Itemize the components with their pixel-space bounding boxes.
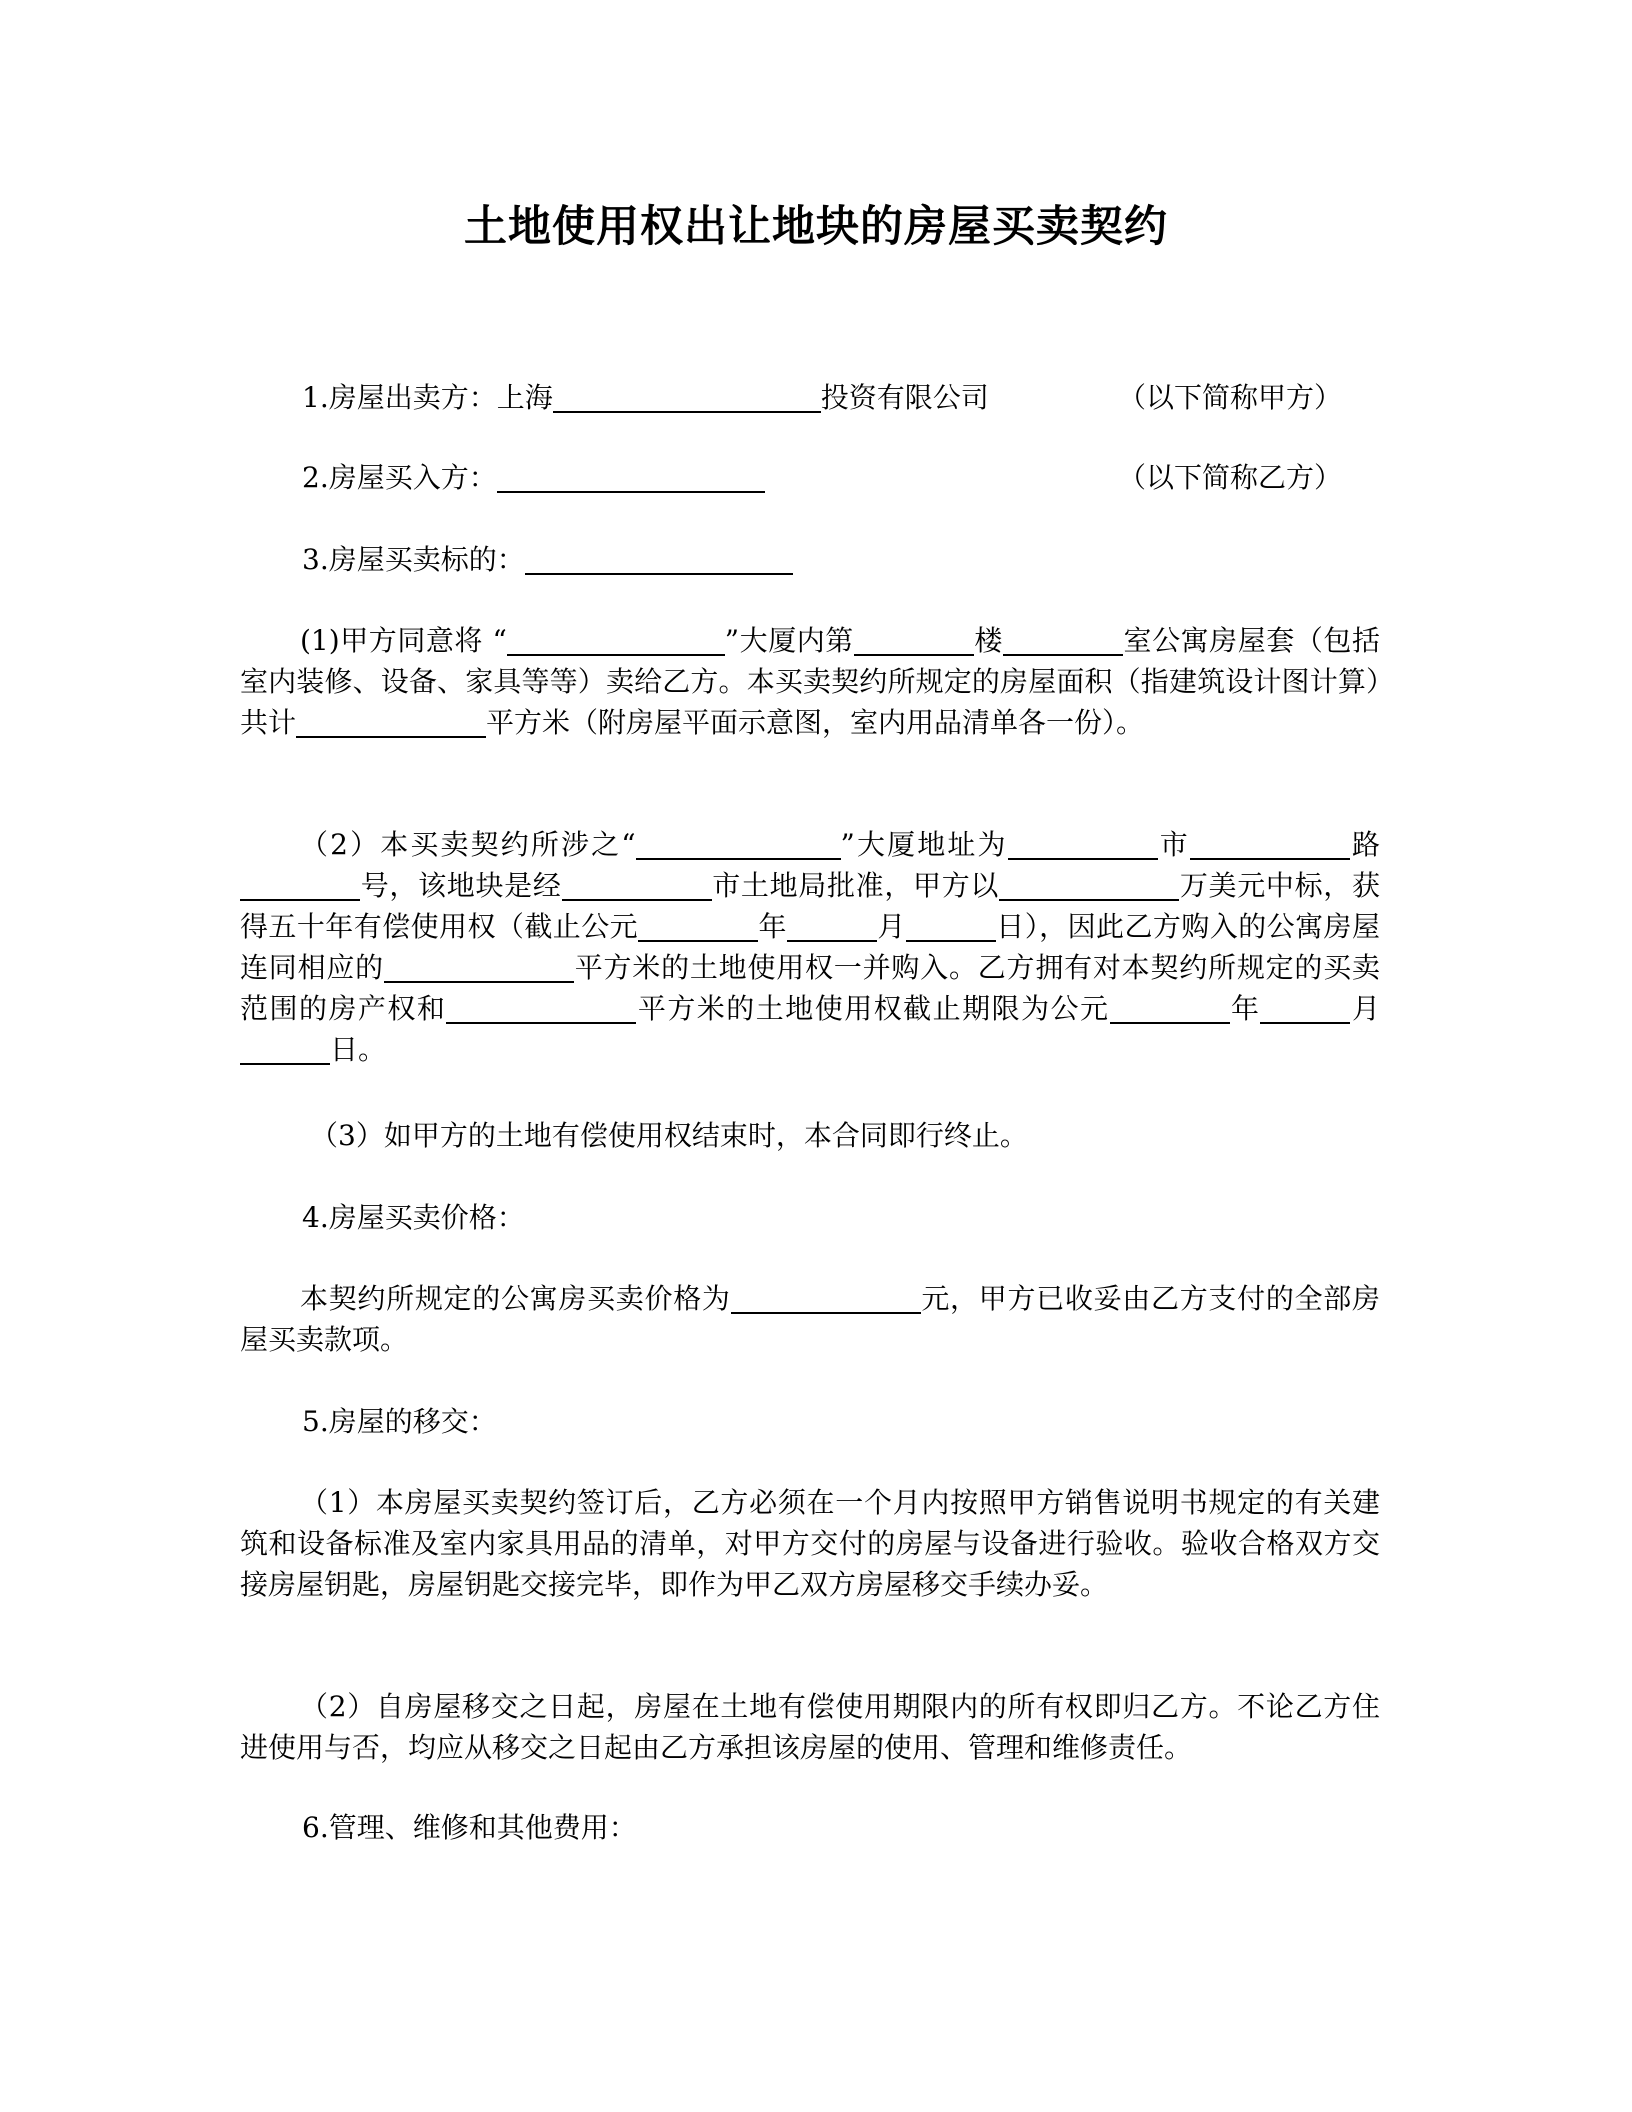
clause-3-1: (1)甲方同意将 “ ”大厦内第 楼 室公寓房屋套（包括室内装修、设备、家具等等）卖给乙方。本买卖契约所规定的房屋面积（指建筑设计图计算）共计 平方米（附房屋平面示意图，室内用品清单各一份）。 [240, 624, 1380, 739]
buyer-prefix: 2.房屋买入方： [302, 461, 497, 494]
seller-note: （以下简称甲方） [1118, 381, 1343, 414]
term-day-blank [240, 1031, 330, 1065]
term-month-blank [1260, 990, 1350, 1024]
buyer-note: （以下简称乙方） [1118, 461, 1343, 494]
number-blank [240, 867, 360, 901]
seller-suffix: 投资有限公司 [820, 381, 989, 414]
document-title: 土地使用权出让地块的房屋买卖契约 [464, 202, 1168, 252]
city-blank [1008, 826, 1158, 860]
clause-5-2: （2）自房屋移交之日起，房屋在土地有偿使用期限内的所有权即归乙方。不论乙方住进使用与否，均应从移交之日起由乙方承担该房屋的使用、管理和维修责任。 [240, 1690, 1380, 1764]
room-blank [1003, 622, 1123, 656]
buyer-name-blank [497, 459, 765, 493]
end-year-blank [638, 908, 758, 942]
item-buyer [302, 458, 765, 498]
item-handover: 5.房屋的移交： [302, 1405, 497, 1438]
clause-5-1: （1）本房屋买卖契约签订后，乙方必须在一个月内按照甲方销售说明书规定的有关建筑和设备标准及室内家具用品的清单，对甲方交付的房屋与设备进行验收。验收合格双方交接房屋钥匙，房屋钥匙交接完毕，即作为甲乙双方房屋移交手续办妥。 [240, 1486, 1380, 1601]
term-year-blank [1110, 990, 1230, 1024]
subject-blank [525, 541, 793, 575]
item-subject [302, 540, 793, 580]
land-area-blank [384, 949, 574, 983]
approval-city-blank [562, 867, 712, 901]
subject-prefix: 3.房屋买卖标的： [302, 543, 525, 576]
area-blank [296, 704, 486, 738]
end-day-blank [906, 908, 996, 942]
clause-3-3: （3）如甲方的土地有偿使用权结束时，本合同即行终止。 [310, 1119, 1028, 1152]
floor-blank [854, 622, 974, 656]
road-blank-a [1190, 826, 1350, 860]
clause-3-2: （2）本买卖契约所涉之“ ”大厦地址为 市 路号，该地块是经 市土地局批准，甲方以 万美元中标，获得五十年有偿使用权（截止公元 年 月 日），因此乙方购入的公寓房屋连同相应的 平方米的土地使用权一并购入。乙方拥有对本契约所规定的买卖范围的房产权和 平方米的土地使用权截止期限为公元 年 月日。 [240, 828, 1380, 1066]
building-blank-2 [636, 826, 841, 860]
seller-name-blank [553, 379, 821, 413]
end-month-blank [787, 908, 877, 942]
item-price: 4.房屋买卖价格： [302, 1201, 525, 1234]
seller-prefix: 1.房屋出卖方：上海 [302, 381, 553, 414]
land-area-blank-2 [446, 990, 636, 1024]
item-seller [302, 378, 989, 418]
bid-amount-blank [999, 867, 1179, 901]
building-name-blank [507, 622, 725, 656]
price-blank [731, 1280, 921, 1314]
clause-4: 本契约所规定的公寓房买卖价格为 元，甲方已收妥由乙方支付的全部房屋买卖款项。 [240, 1282, 1380, 1356]
item-maintenance: 6.管理、维修和其他费用： [302, 1811, 637, 1844]
